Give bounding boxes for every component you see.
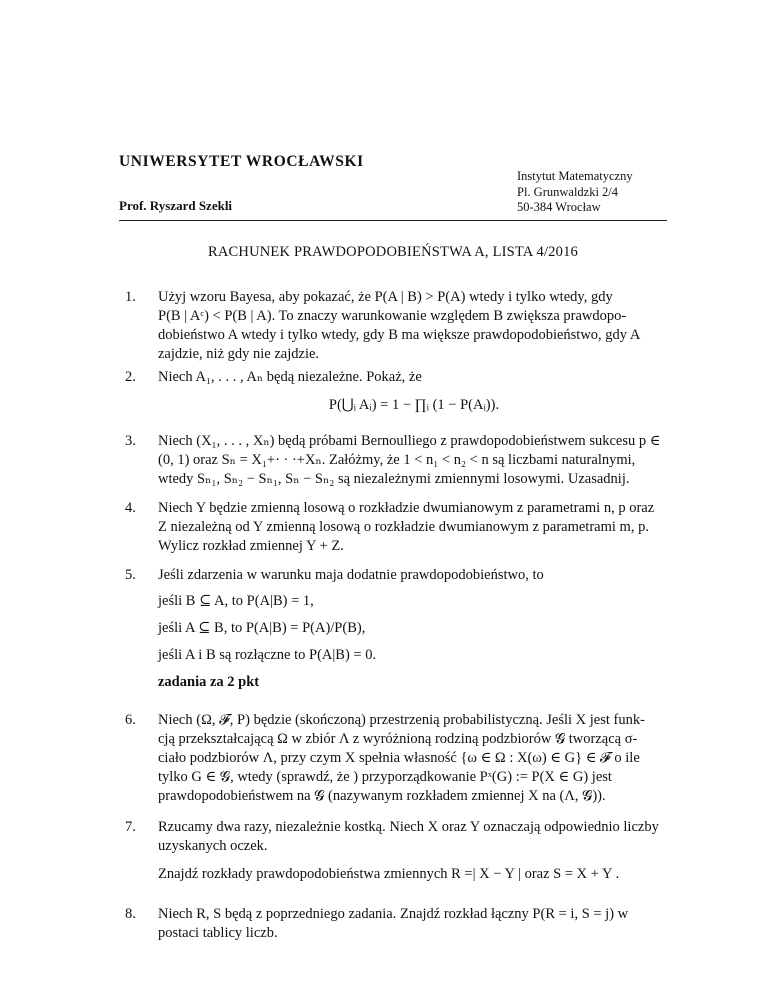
condition-line: jeśli A ⊆ B, to P(A|B) = P(A)/P(B), bbox=[158, 620, 366, 636]
problem-line: cją przekształcającą Ω w zbiór Λ z wyróżnioną rodziną podzbiorów 𝓖 tworzącą σ- bbox=[158, 731, 638, 747]
problem-8 bbox=[125, 905, 670, 943]
problem-line: (0, 1) oraz Sₙ = X₁+· · ·+Xₙ. Załóżmy, że 1 < n₁ < n₂ < n są liczbami naturalnymi, bbox=[158, 452, 636, 468]
problem-line: wtedy Sₙ₁, Sₙ₂ − Sₙ₁, Sₙ − Sₙ₂ są niezależnymi zmiennymi losowymi. Uzasadnij. bbox=[158, 471, 630, 487]
problem-line: Niech (Ω, 𝓕, P) będzie (skończoną) przestrzenią probabilistyczną. Jeśli X jest funk- bbox=[158, 712, 645, 728]
institute-address bbox=[517, 169, 633, 216]
problem-line: ciało podzbiorów Λ, przy czym X spełnia własność {ω ∈ Ω : X(ω) ∈ G} ∈ 𝓕 o ile bbox=[158, 750, 640, 766]
problem-number: 6. bbox=[125, 712, 136, 728]
problem-number: 3. bbox=[125, 433, 136, 449]
problem-line: Niech (X₁, . . . , Xₙ) będą próbami Bernoulliego z prawdopodobieństwem sukcesu p ∈ bbox=[158, 433, 661, 449]
problem-5 bbox=[125, 566, 670, 585]
institute-line: Pl. Grunwaldzki 2/4 bbox=[517, 184, 619, 199]
problem-line: prawdopodobieństwem na 𝓖 (nazywanym rozkładem zmiennej X na (Λ, 𝓖)). bbox=[158, 788, 606, 804]
union-product-formula: P(⋃ᵢ Aᵢ) = 1 − ∏ᵢ (1 − P(Aᵢ)). bbox=[328, 397, 500, 413]
problem-number: 8. bbox=[125, 906, 136, 922]
problem-1 bbox=[125, 288, 670, 364]
problem-7 bbox=[125, 818, 670, 884]
header-divider bbox=[119, 220, 667, 221]
problem-line: Użyj wzoru Bayesa, aby pokazać, że P(A | B) > P(A) wtedy i tylko wtedy, gdy bbox=[158, 289, 613, 305]
problem-2 bbox=[125, 368, 670, 413]
university-name: UNIWERSYTET WROCŁAWSKI bbox=[119, 153, 364, 170]
problem-4 bbox=[125, 499, 670, 556]
problem-line: Jeśli zdarzenia w warunku maja dodatnie prawdopodobieństwo, to bbox=[158, 567, 544, 583]
problem-line: Wylicz rozkład zmiennej Y + Z. bbox=[158, 538, 344, 554]
problem-line: Znajdź rozkłady prawdopodobieństwa zmiennych R =| X − Y | oraz S = X + Y . bbox=[158, 866, 620, 882]
institute-line: Instytut Matematyczny bbox=[517, 169, 633, 183]
problem-line: Niech R, S będą z poprzedniego zadania. Znajdź rozkład łączny P(R = i, S = j) w bbox=[158, 906, 629, 922]
problem-number: 4. bbox=[125, 500, 136, 516]
problem-line: postaci tablicy liczb. bbox=[158, 925, 278, 941]
problem-line: dobieństwo A wtedy i tylko wtedy, gdy B ma większe prawdopodobieństwo, gdy A bbox=[158, 327, 641, 343]
problem-6 bbox=[125, 711, 670, 806]
problem-line: P(B | Aᶜ) < P(B | A). To znaczy warunkowanie względem B zwiększa prawdopo- bbox=[158, 308, 627, 324]
problem-line: Z niezależną od Y zmienną losową o rozkładzie dwumianowym z parametrami m, p. bbox=[158, 519, 649, 535]
points-label: zadania za 2 pkt bbox=[158, 674, 260, 690]
problem-3 bbox=[125, 432, 670, 489]
problem-number: 2. bbox=[125, 369, 136, 385]
problem-number: 1. bbox=[125, 289, 136, 305]
problem-line: zajdzie, niż gdy nie zajdzie. bbox=[158, 346, 320, 362]
problem-number: 7. bbox=[125, 819, 136, 835]
problem-line: uzyskanych oczek. bbox=[158, 838, 268, 854]
problem-line: tylko G ∈ 𝓖, wtedy (sprawdź, że ) przyporządkowanie Pˣ(G) := P(X ∈ G) jest bbox=[158, 769, 612, 785]
problem-line: Niech A₁, . . . , Aₙ będą niezależne. Pokaż, że bbox=[158, 369, 422, 385]
problem-line: Niech Y będzie zmienną losową o rozkładzie dwumianowym z parametrami n, p oraz bbox=[158, 500, 655, 516]
list-title: RACHUNEK PRAWDOPODOBIEŃSTWA A, LISTA 4/2016 bbox=[207, 244, 578, 260]
problem-number: 5. bbox=[125, 567, 136, 583]
institute-line: 50-384 Wrocław bbox=[517, 200, 601, 214]
condition-line: jeśli A i B są rozłączne to P(A|B) = 0. bbox=[158, 647, 377, 663]
professor-name: Prof. Ryszard Szekli bbox=[119, 198, 233, 213]
condition-line: jeśli B ⊆ A, to P(A|B) = 1, bbox=[158, 593, 314, 609]
problem-line: Rzucamy dwa razy, niezależnie kostką. Niech X oraz Y oznaczają odpowiednio liczby bbox=[158, 819, 659, 835]
